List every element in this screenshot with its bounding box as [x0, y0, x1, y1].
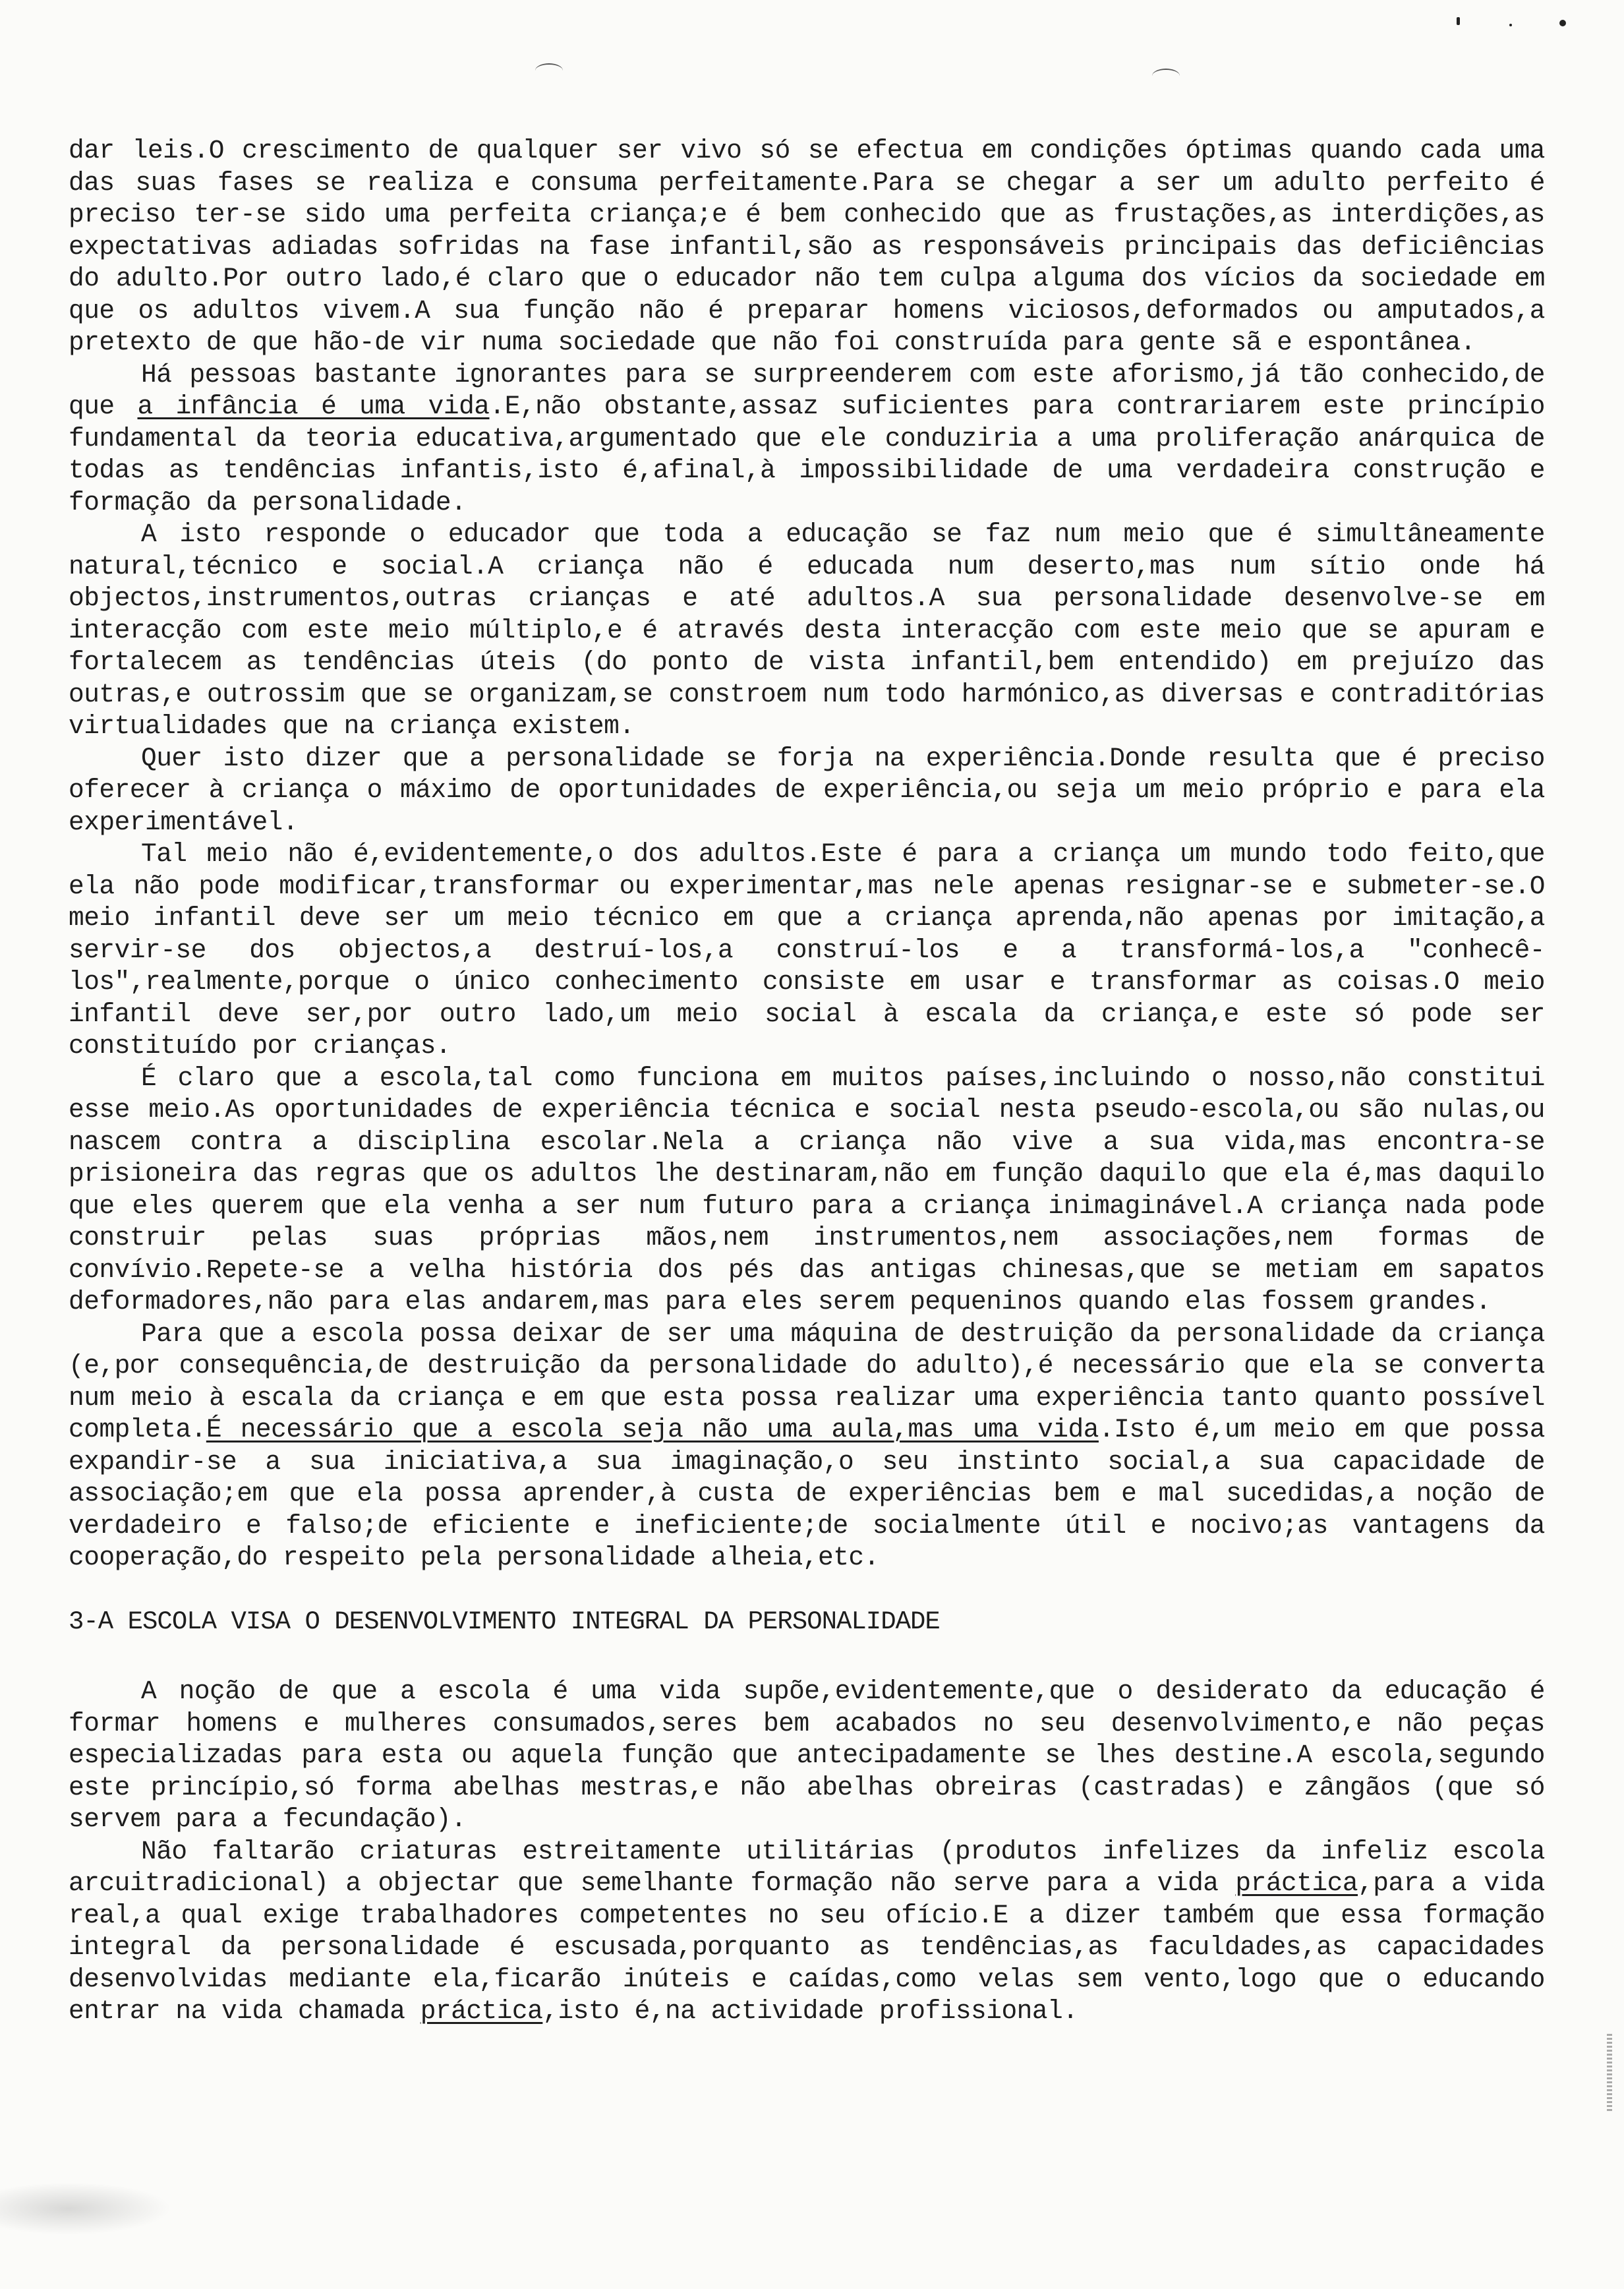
page-mark-arc: [535, 63, 563, 78]
body-paragraph: [69, 1319, 1545, 1574]
text-run: ,para a vida real,a qual exige trabalhadores competentes no seu ofício.E a dizer também que essa formação integral da personalidade é escusada,porquanto as tendências,as faculdades,as capacidades desenvolvidas mediante ela,ficarão inúteis e caídas,como velas sem vento,logo que o educando entrar na vida chamada: [69, 1868, 1545, 2026]
text-run: .E,não obstante,assaz suficientes para contrariarem este princípio fundamental da teoria educativa,argumentado que ele conduziria a uma proliferação anárquica de todas as tendências infantis,isto é,afinal,à impossibilidade de uma verdadeira construção e formação da personalidade.: [69, 392, 1545, 518]
text-run: Tal meio não é,evidentemente,o dos adultos.Este é para a criança um mundo todo feito,que ela não pode modificar,transformar ou experimentar,mas nele apenas resignar-se e submeter-se.O meio infantil deve ser um meio técnico em que a criança aprenda,não apenas por imitação,a servir-se dos objectos,a destruí-los,a construí-los e a transformá-los,a "conhecê-los",realmente,porque o único conhecimento consiste em usar e transformar as coisas.O meio infantil deve ser,por outro lado,um meio social à escala da criança,e este só pode ser constituído por crianças.: [69, 839, 1545, 1061]
body-paragraph: [69, 1836, 1545, 2028]
page-speck: [1509, 24, 1512, 26]
text-run: Há pessoas bastante ignorantes para se surpreenderem com este aforismo,já tão conhecido,de que: [69, 359, 1545, 421]
body-paragraph: [69, 839, 1545, 1063]
body-paragraph: [69, 1676, 1545, 1836]
body-paragraph: [69, 1063, 1545, 1319]
body-paragraph: [69, 359, 1545, 520]
page-edge-mark: [1607, 2034, 1612, 2113]
page-speck: [1457, 17, 1460, 25]
text-run: A noção de que a escola é uma vida supõe,evidentemente,que o desiderato da educação é formar homens e mulheres consumados,seres bem acabados no seu desenvolvimento,e não peças especializadas para esta ou aquela função que antecipadamente se lhes destine.A escola,segundo este princípio,só forma abelhas mestras,e não abelhas obreiras (castradas) e zângãos (que só servem para a fecundação).: [69, 1677, 1545, 1834]
paragraphs-after-heading: [69, 1676, 1545, 2028]
underlined-phrase: É necessário que a escola seja não uma aula,mas uma vida: [206, 1415, 1099, 1444]
text-run: É claro que a escola,tal como funciona em muitos países,incluindo o nosso,não constitui esse meio.As oportunidades de experiência técnica e social nesta pseudo-escola,ou são nulas,ou nascem contra a disciplina escolar.Nela a criança não vive a sua vida,mas encontra-se prisioneira das regras que os adultos lhe destinaram,não em função daquilo que ela é,mas daquilo que eles querem que ela venha a ser num futuro para a criança inimaginável.A criança nada pode construir pelas suas próprias mãos,nem instrumentos,nem associações,nem formas de convívio.Repete-se a velha história dos pés das antigas chinesas,que se metiam em sapatos deformadores,não para elas andarem,mas para eles serem pequeninos quando elas fossem grandes.: [69, 1063, 1545, 1317]
page-mark-arc: [1152, 69, 1180, 83]
text-run: A isto responde o educador que toda a educação se faz num meio que é simultâneamente natural,técnico e social.A criança não é educada num deserto,mas num sítio onde há objectos,instrumentos,outras crianças e até adultos.A sua personalidade desenvolve-se em interacção com este meio múltiplo,e é através desta interacção com este meio que se apuram e fortalecem as tendências úteis (do ponto de vista infantil,bem entendido) em prejuízo das outras,e outrossim que se organizam,se constroem num todo harmónico,as diversas e contraditórias virtualidades que na criança existem.: [69, 520, 1545, 741]
text-run: Para que a escola possa deixar de ser uma máquina de destruição da personalidade da criança (e,por consequência,de destruição da personalidade do adulto),é necessário que ela se converta num meio à escala da criança e em que esta possa realizar uma experiência tanto quanto possível completa.: [69, 1319, 1545, 1444]
text-run: Quer isto dizer que a personalidade se forja na experiência.Donde resulta que é preciso oferecer à criança o máximo de oportunidades de experiência,ou seja um meio próprio e para ela experimentável.: [69, 743, 1545, 837]
text-run: dar leis.O crescimento de qualquer ser vivo só se efectua em condições óptimas quando cada uma das suas fases se realiza e consuma perfeitamente.Para se chegar a ser um adulto perfeito é preciso ter-se sido uma perfeita criança;e é bem conhecido que as frustações,as interdições,as expectativas adiadas sofridas na fase infantil,são as responsáveis principais das deficiências do adulto.Por outro lado,é claro que o educador não tem culpa alguma dos vícios da sociedade em que os adultos vivem.A sua função não é preparar homens viciosos,deformados ou amputados,a pretexto de que hão-de vir numa sociedade que não foi construída para gente sã e espontânea.: [69, 136, 1545, 357]
underlined-phrase: práctica: [420, 1996, 543, 2026]
text-run: .Isto é,um meio em que possa expandir-se a sua iniciativa,a sua imaginação,o seu instinto social,a sua capacidade de associação;em que ela possa aprender,à custa de experiências bem e mal sucedidas,a noção de verdadeiro e falso;de eficiente e ineficiente;de socialmente útil e nocivo;as vantagens da cooperação,do respeito pela personalidade alheia,etc.: [69, 1415, 1545, 1572]
page-smudge: [0, 2182, 171, 2235]
body-paragraph: [69, 135, 1545, 359]
document-body: [69, 135, 1545, 2028]
text-run: Não faltarão criaturas estreitamente utilitárias (produtos infelizes da infeliz escola arcuitradicional) a objectar que semelhante formação não serve para a vida: [69, 1836, 1545, 1898]
text-run: ,isto é,na actividade profissional.: [542, 1996, 1078, 2026]
underlined-phrase: práctica: [1235, 1868, 1358, 1898]
body-paragraph: [69, 519, 1545, 743]
body-paragraph: [69, 743, 1545, 839]
paragraphs-before-heading: [69, 135, 1545, 1574]
page-speck: [1559, 20, 1566, 26]
underlined-phrase: a infância é uma vida: [137, 392, 490, 421]
section-heading: 3-A ESCOLA VISA O DESENVOLVIMENTO INTEGRAL DA PERSONALIDADE: [69, 1607, 940, 1636]
